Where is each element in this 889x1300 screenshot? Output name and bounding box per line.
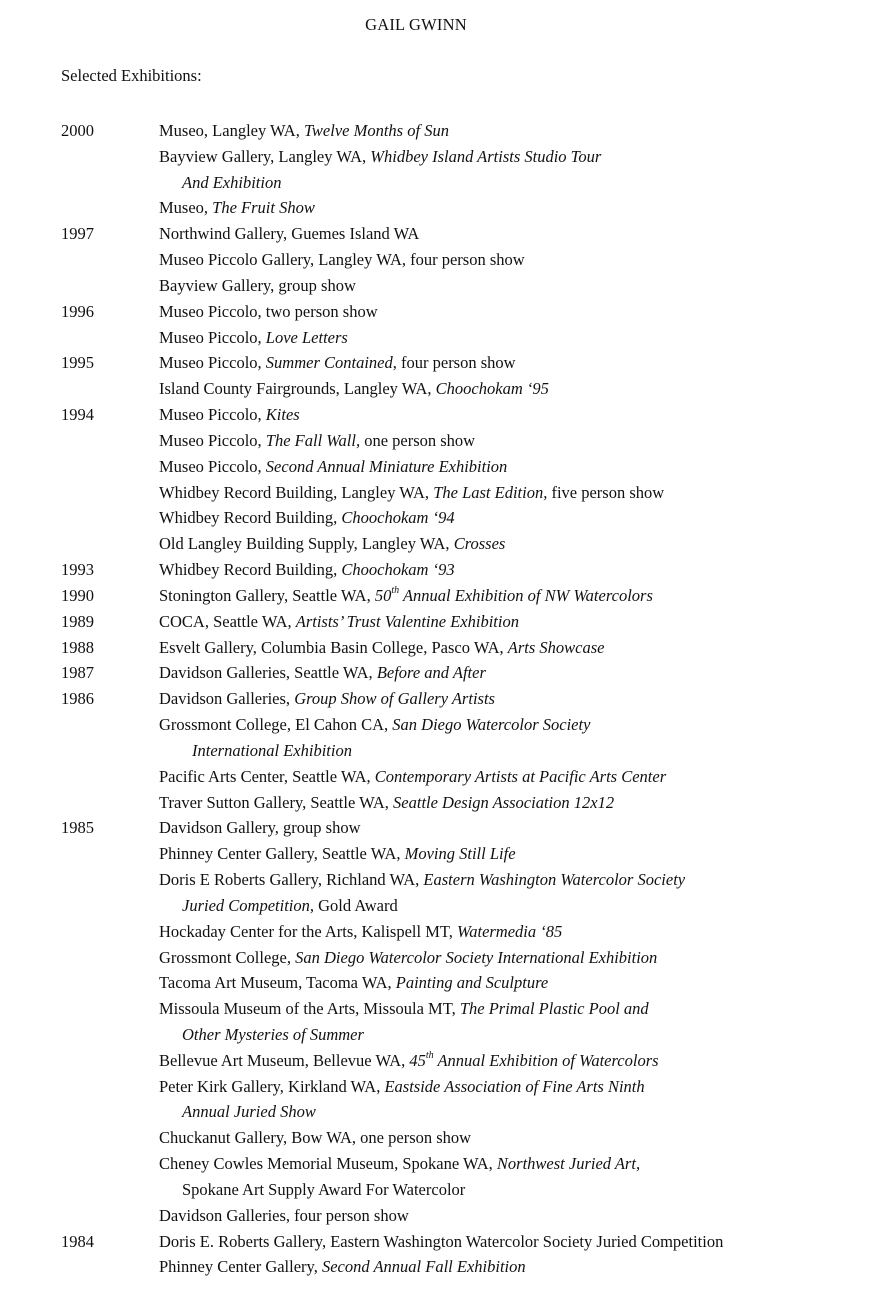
exhibition-row [0,815,889,841]
exhibition-entry [159,660,486,686]
exhibition-year: 1988 [61,637,94,657]
exhibition-row [0,1099,889,1125]
exhibition-list [0,118,889,1280]
exhibition-row [0,454,889,480]
exhibition-row [0,764,889,790]
exhibition-year: 1990 [61,585,94,605]
exhibition-entry [159,609,519,635]
exhibition-row [0,660,889,686]
exhibition-row [0,402,889,428]
exhibition-title-text: The Fruit Show [212,198,315,218]
exhibition-venue-text: Chuckanut Gallery, Bow WA, one person show [159,1128,472,1148]
exhibition-venue-text: Stonington Gallery, Seattle WA, [159,585,375,605]
exhibition-row [0,480,889,506]
exhibition-row [0,1151,889,1177]
exhibition-entry [182,1099,316,1125]
exhibition-row [0,893,889,919]
exhibition-venue-text: Spokane Art Supply Award For Watercolor [182,1179,466,1199]
exhibition-venue-text: Davidson Galleries, [159,689,295,709]
page-title: GAIL GWINN [365,15,467,34]
exhibition-title-text: Choochokam ‘94 [341,508,455,528]
exhibition-title-text: Juried Competition, [182,895,314,915]
exhibition-title-text: International Exhibition [192,740,352,760]
exhibition-row [0,221,889,247]
exhibition-entry [159,1151,640,1177]
exhibition-venue-text: Pacific Arts Center, Seattle WA, [159,766,375,786]
exhibition-title-text: Group Show of Gallery Artists [294,689,495,709]
exhibition-row [0,118,889,144]
exhibition-venue-text: Museo Piccolo, [159,456,266,476]
exhibition-title-text: Watermedia ‘85 [457,921,563,941]
exhibition-venue-text: Davidson Galleries, four person show [159,1205,409,1225]
exhibition-title-text: Annual Juried Show [182,1102,316,1122]
exhibition-venue-text: Doris E Roberts Gallery, Richland WA, [159,870,424,890]
exhibition-row [0,970,889,996]
exhibition-entry [159,1229,723,1255]
exhibition-row [0,919,889,945]
exhibition-title-text: Twelve Months of Sun [303,121,449,140]
exhibition-venue-text: Museo Piccolo, [159,430,266,450]
exhibition-row [0,1177,889,1203]
exhibition-row [0,1125,889,1151]
exhibition-entry [159,299,378,325]
exhibition-entry [159,815,360,841]
exhibition-venue-text: Doris E. Roberts Gallery, Eastern Washington Watercolor Society Juried Competition [159,1231,724,1251]
exhibition-title-text: Summer Contained [265,353,393,373]
exhibition-entry [159,376,549,402]
exhibition-row [0,299,889,325]
exhibition-entry [159,454,507,480]
exhibition-entry [159,945,657,971]
exhibition-year: 1986 [61,689,94,709]
exhibition-venue-text: five person show [547,482,665,502]
exhibition-row [0,790,889,816]
exhibition-venue-text: Peter Kirk Gallery, Kirkland WA, [159,1076,385,1096]
exhibition-entry [159,635,604,661]
exhibition-venue-text: Bayview Gallery, group show [159,275,356,295]
exhibition-venue-text: , four person show [392,353,516,373]
exhibition-entry [159,505,455,531]
exhibition-venue-text: Hockaday Center for the Arts, Kalispell MT, [159,921,457,941]
exhibition-venue-text: Whidbey Record Building, [159,508,342,528]
exhibition-entry [159,118,449,144]
exhibition-venue-text: Bellevue Art Museum, Bellevue WA, [159,1050,410,1070]
exhibition-title-text: Love Letters [265,327,348,347]
exhibition-venue-text: Whidbey Record Building, Langley WA, [159,482,434,502]
exhibition-title-text: Whidbey Island Artists Studio Tour [370,146,602,166]
exhibition-row [0,583,889,609]
exhibition-entry [159,480,664,506]
exhibition-row [0,325,889,351]
exhibition-venue-text: Phinney Center Gallery, Seattle WA, [159,844,405,864]
exhibition-row [0,170,889,196]
exhibition-entry [159,841,516,867]
exhibition-entry [159,686,495,712]
exhibition-entry [159,764,666,790]
exhibition-venue-text: Phinney Center Gallery, [159,1257,322,1277]
section-heading: Selected Exhibitions: [61,66,202,85]
exhibition-title-text: San Diego Watercolor Society International Exhibition [295,947,658,967]
exhibition-entry [159,1048,659,1074]
exhibition-entry [159,1074,645,1100]
exhibition-title-text: Annual Exhibition of Watercolors [433,1050,659,1070]
exhibition-entry [182,893,398,919]
exhibition-title-text: th [425,1050,434,1062]
exhibition-venue-text: Tacoma Art Museum, Tacoma WA, [159,973,396,993]
exhibition-entry [182,170,281,196]
exhibition-title-text: Moving Still Life [404,844,516,864]
exhibition-year: 2000 [61,121,94,140]
exhibition-venue-text: Esvelt Gallery, Columbia Basin College, Pasco WA, [159,637,508,657]
exhibition-entry [159,428,475,454]
exhibition-title-text: Other Mysteries of Summer [182,1024,364,1044]
exhibition-year: 1997 [61,224,94,244]
exhibition-row [0,557,889,583]
exhibition-title-text: 50 [374,585,392,605]
exhibition-venue-text: Island County Fairgrounds, Langley WA, [159,379,436,399]
exhibition-year: 1984 [61,1231,94,1251]
exhibition-row [0,996,889,1022]
exhibition-venue-text: Davidson Galleries, Seattle WA, [159,663,377,683]
exhibition-venue-text: Bayview Gallery, Langley WA, [159,146,371,166]
exhibition-row [0,1203,889,1229]
exhibition-title-text: San Diego Watercolor Society [392,715,591,735]
exhibition-venue-text: Grossmont College, El Cahon CA, [159,715,393,735]
exhibition-entry [159,1254,526,1280]
exhibition-venue-text: Old Langley Building Supply, Langley WA, [159,534,454,554]
exhibition-entry [192,738,352,764]
exhibition-row [0,505,889,531]
exhibition-title-text: Northwest Juried Art, [496,1154,641,1174]
exhibition-venue-text: Cheney Cowles Memorial Museum, Spokane WA, [159,1154,497,1174]
exhibition-row [0,945,889,971]
exhibition-venue-text: one person show [360,430,476,450]
exhibition-title-text: Crosses [453,534,506,554]
exhibition-entry [159,531,505,557]
exhibition-row [0,841,889,867]
exhibition-year: 1989 [61,611,94,631]
exhibition-title-text: The Fall Wall, [265,430,361,450]
exhibition-venue-text: Museo, [159,198,213,218]
exhibition-venue-text: Whidbey Record Building, [159,560,342,580]
exhibition-row [0,531,889,557]
exhibition-title-text: Before and After [376,663,486,683]
exhibition-title-text: Arts Showcase [507,637,605,657]
exhibition-row [0,376,889,402]
exhibition-entry [159,221,419,247]
exhibition-row [0,195,889,221]
exhibition-row [0,1254,889,1280]
exhibition-title-text: Kites [265,405,300,425]
exhibition-row [0,1048,889,1074]
exhibition-title-text: Eastside Association of Fine Arts Ninth [384,1076,645,1096]
exhibition-year: 1985 [61,818,94,838]
exhibition-year: 1996 [61,301,94,321]
exhibition-title-text: Choochokam ‘95 [435,379,549,399]
exhibition-title-text: Eastern Washington Watercolor Society [423,870,686,890]
exhibition-venue-text: Museo Piccolo, [159,353,266,373]
exhibition-entry [159,867,685,893]
exhibition-entry [159,1125,471,1151]
exhibition-entry [159,970,548,996]
exhibition-entry [182,1022,364,1048]
exhibition-entry [159,712,590,738]
exhibition-row [0,247,889,273]
exhibition-venue-text: Missoula Museum of the Arts, Missoula MT, [159,999,460,1019]
exhibition-title-text: Painting and Sculpture [395,973,549,993]
exhibition-title-text: Second Annual Miniature Exhibition [265,456,508,476]
exhibition-title-text: And Exhibition [182,172,282,192]
exhibition-venue-text: Museo, Langley WA, [159,121,304,140]
exhibition-venue-text: COCA, Seattle WA, [159,611,296,631]
exhibition-venue-text: Northwind Gallery, Guemes Island WA [159,224,420,244]
exhibition-entry [159,557,455,583]
exhibition-entry [159,919,562,945]
exhibition-row [0,1022,889,1048]
exhibition-row [0,712,889,738]
exhibition-venue-text: Grossmont College, [159,947,296,967]
exhibition-title-text: The Last Edition, [433,482,548,502]
exhibition-venue-text: Museo Piccolo Gallery, Langley WA, four person show [159,250,525,270]
exhibition-title-text: Artists’ Trust Valentine Exhibition [295,611,519,631]
exhibition-venue-text: Museo Piccolo, [159,405,266,425]
exhibition-row [0,686,889,712]
exhibition-title-text: th [391,585,400,597]
exhibition-row [0,350,889,376]
exhibition-entry [159,583,653,609]
exhibition-year: 1995 [61,353,94,373]
exhibition-row [0,1074,889,1100]
exhibition-year: 1993 [61,560,94,580]
exhibition-entry [159,1203,409,1229]
exhibition-title-text: Second Annual Fall Exhibition [321,1257,526,1277]
exhibition-venue-text: Museo Piccolo, two person show [159,301,378,321]
exhibition-entry [159,247,525,273]
exhibition-entry [159,273,356,299]
exhibition-row [0,738,889,764]
exhibition-entry [159,144,601,170]
exhibition-row [0,273,889,299]
exhibition-row [0,635,889,661]
exhibition-entry [159,195,315,221]
exhibition-title-text: Annual Exhibition of NW Watercolors [399,585,653,605]
exhibition-row [0,1229,889,1255]
exhibition-row [0,428,889,454]
exhibition-venue-text: Gold Award [313,895,398,915]
exhibition-entry [159,996,649,1022]
exhibition-entry [159,325,348,351]
exhibition-year: 1987 [61,663,94,683]
exhibition-title-text: 45 [409,1050,426,1070]
exhibition-entry [159,790,614,816]
exhibition-row [0,144,889,170]
exhibition-title-text: The Primal Plastic Pool and [459,999,649,1019]
exhibition-entry [159,402,300,428]
exhibition-venue-text: Museo Piccolo, [159,327,266,347]
exhibition-venue-text: Traver Sutton Gallery, Seattle WA, [159,792,394,812]
exhibition-row [0,867,889,893]
exhibition-row [0,609,889,635]
exhibition-year: 1994 [61,405,94,425]
exhibition-entry [159,350,516,376]
exhibition-title-text: Seattle Design Association 12x12 [393,792,615,812]
exhibition-title-text: Contemporary Artists at Pacific Arts Center [374,766,667,786]
exhibition-venue-text: Davidson Gallery, group show [159,818,361,838]
exhibition-entry [182,1177,465,1203]
exhibition-title-text: Choochokam ‘93 [341,560,455,580]
